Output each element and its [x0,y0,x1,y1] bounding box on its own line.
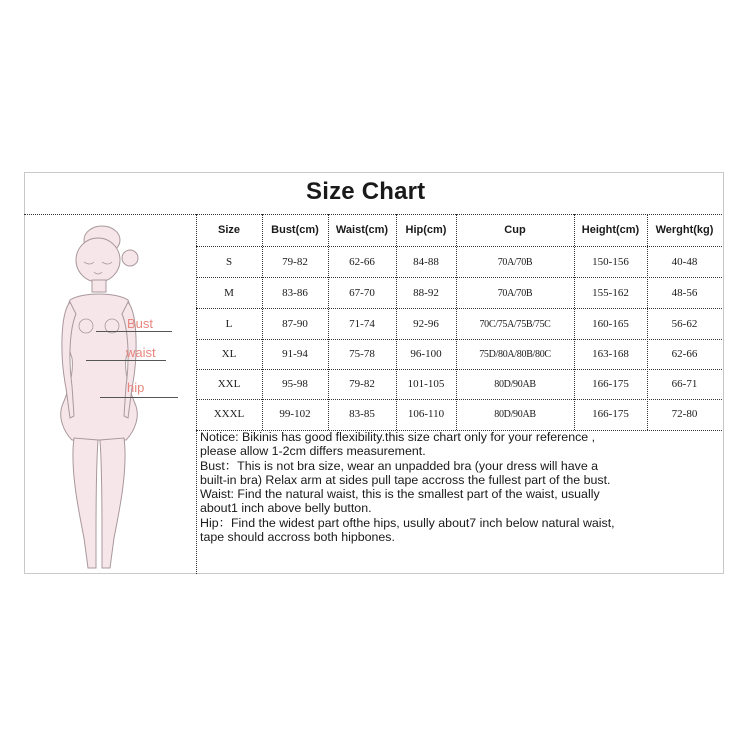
table-cell: 106-110 [407,408,445,420]
table-cell: 83-85 [349,408,375,420]
table-cell: 95-98 [282,378,308,390]
header-waist: Waist(cm) [335,224,389,236]
body-figure-illustration [30,218,200,570]
table-cell: 80D/90AB [494,379,536,390]
header-bust: Bust(cm) [271,224,319,236]
hip-label: hip [127,380,145,395]
row-divider [196,399,722,400]
table-cell: L [225,318,233,330]
header-size: Size [217,224,240,236]
notice-line: please allow 1-2cm differs measurement. [200,444,426,459]
table-cell: 71-74 [349,318,375,330]
chart-title: Size Chart [306,178,426,205]
table-cell: 79-82 [349,378,375,390]
row-divider [196,339,722,340]
table-cell: M [224,287,234,299]
table-cell: 75D/80A/80B/80C [479,349,551,360]
table-cell: 166-175 [592,408,629,420]
table-cell: 70C/75A/75B/75C [479,319,551,330]
notice-line: Notice: Bikinis has good flexibility.this size chart only for your reference , [200,430,596,444]
row-divider [196,246,722,247]
left-divider [196,214,197,574]
table-cell: 163-168 [592,348,629,360]
table-cell: 62-66 [349,256,375,268]
table-cell: 72-80 [671,408,698,420]
table-cell: 67-70 [349,287,375,299]
table-cell: 92-96 [413,318,439,330]
table-cell: 80D/90AB [494,409,536,420]
row-divider [196,308,722,309]
notice-line: tape should accross both hipbones. [200,530,395,545]
table-cell: S [225,256,233,268]
notice-line: Waist: Find the natural waist, this is the smallest part of the waist, usually [200,487,600,502]
table-cell: 150-156 [592,256,629,268]
table-cell: 70A/70B [497,257,533,268]
table-cell: 56-62 [671,318,698,330]
header-cup: Cup [504,224,526,236]
notice-line: Bust：This is not bra size, wear an unpadded bra (your dress will have a [200,458,599,473]
notice-line: about1 inch above belly button. [200,501,372,516]
table-cell: 48-56 [671,287,698,299]
header-weight: Werght(kg) [655,224,714,236]
table-cell: 84-88 [413,256,439,268]
bust-label: Bust [127,316,154,331]
table-cell: 91-94 [282,348,308,360]
table-cell: 75-78 [349,348,375,360]
bust-measure-line [96,331,172,332]
hip-measure-line [100,397,178,398]
notice-text [200,430,722,544]
row-divider [196,369,722,370]
notice-line: Hip：Find the widest part ofthe hips, usully about7 inch below natural waist, [200,515,615,530]
table-cell: XXXL [213,408,245,420]
table-cell: XL [221,348,237,360]
table-cell: 79-82 [282,256,308,268]
table-cell: 83-86 [282,287,308,299]
notice-line: built-in bra) Relax arm at sides pull tape accross the fullest part of the bust. [200,472,611,487]
table-cell: 62-66 [671,348,698,360]
table-cell: XXL [217,378,241,390]
table-cell: 70A/70B [497,288,533,299]
table-cell: 96-100 [410,348,442,360]
table-cell: 166-175 [592,378,629,390]
table-cell: 160-165 [592,318,629,330]
table-cell: 66-71 [671,378,698,390]
title-divider [24,214,722,215]
row-divider [196,277,722,278]
table-cell: 99-102 [279,408,311,420]
header-height: Height(cm) [581,224,640,236]
header-hip: Hip(cm) [405,224,447,236]
table-cell: 87-90 [282,318,308,330]
waist-label: waist [126,345,156,360]
table-cell: 155-162 [592,287,629,299]
table-cell: 40-48 [671,256,698,268]
table-cell: 101-105 [407,378,445,390]
table-cell: 88-92 [413,287,439,299]
waist-measure-line [86,360,166,361]
